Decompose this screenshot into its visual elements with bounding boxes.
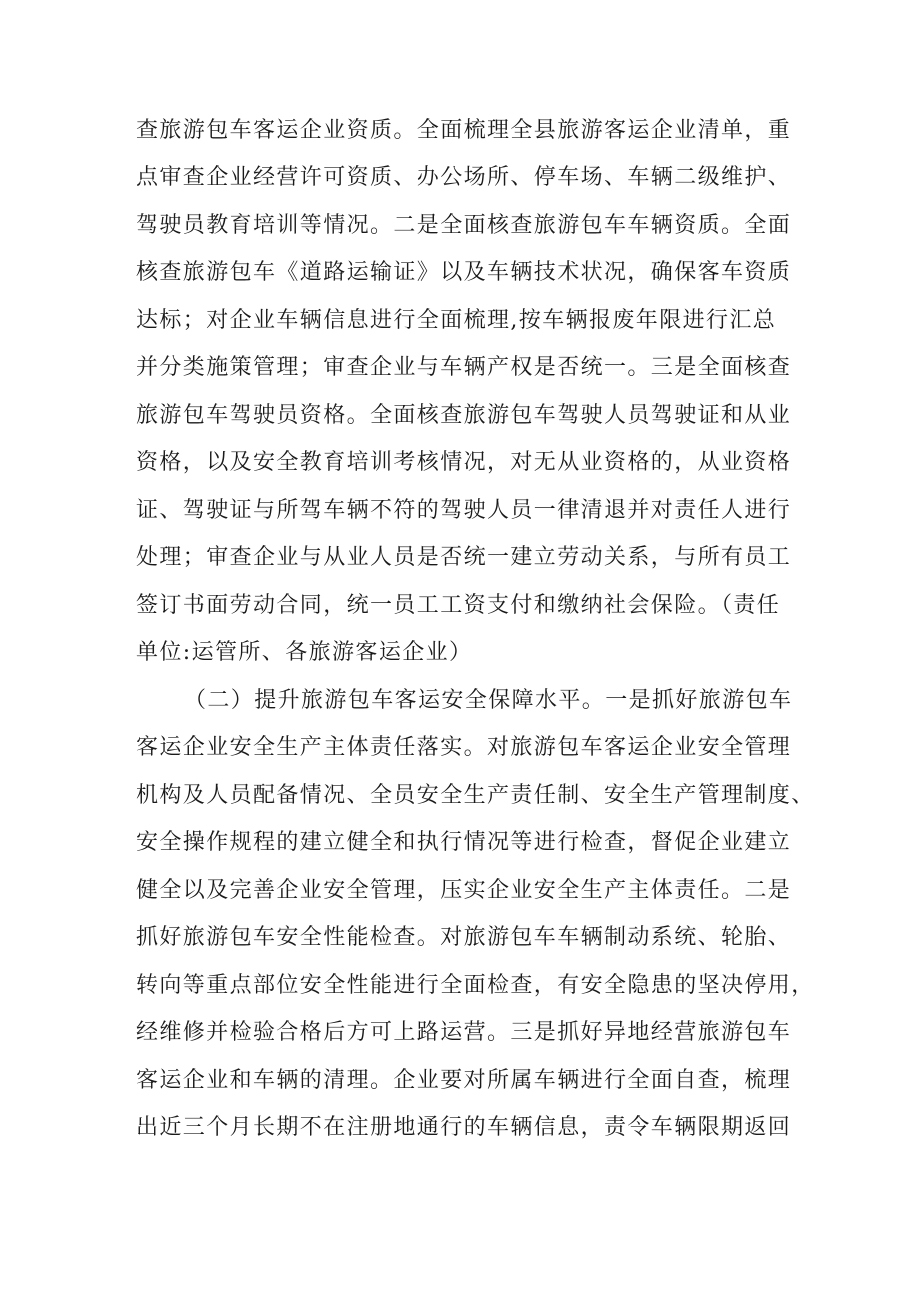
- text-line: 机构及人员配备情况、全员安全生产责任制、安全生产管理制度、: [136, 783, 815, 808]
- text-line: 证、驾驶证与所驾车辆不符的驾驶人员一律清退并对责任人进行: [136, 498, 792, 523]
- text-line: 单位:运管所、各旅游客运企业）: [136, 640, 473, 665]
- text-line: 客运企业和车辆的清理。企业要对所属车辆进行全面自查，梳理: [136, 1068, 792, 1093]
- text-line: 资格，以及安全教育培训考核情况，对无从业资格的，从业资格: [136, 450, 792, 475]
- text-line: 客运企业安全生产主体责任落实。对旅游包车客运企业安全管理: [136, 735, 792, 760]
- text-line: 转向等重点部位安全性能进行全面检查，有安全隐患的坚决停用，: [136, 973, 815, 998]
- text-line: 签订书面劳动合同，统一员工工资支付和缴纳社会保险。（责任: [136, 593, 781, 618]
- text-line: 驾驶员教育培训等情况。二是全面核查旅游包车车辆资质。全面: [136, 213, 792, 238]
- text-line: 核查旅游包车《道路运输证》以及车辆技术状况，确保客车资质: [136, 260, 792, 285]
- text-line: 点审查企业经营许可资质、办公场所、停车场、车辆二级维护、: [136, 165, 792, 190]
- text-line: 出近三个月长期不在注册地通行的车辆信息，责令车辆限期返回: [136, 1115, 792, 1140]
- text-line: 旅游包车驾驶员资格。全面核查旅游包车驾驶人员驾驶证和从业: [136, 403, 792, 428]
- text-line: 经维修并检验合格后方可上路运营。三是抓好异地经营旅游包车: [136, 1020, 792, 1045]
- text-line: 健全以及完善企业安全管理，压实企业安全生产主体责任。二是: [136, 878, 792, 903]
- section-heading-line: （二）提升旅游包车客运安全保障水平。一是抓好旅游包车: [184, 688, 793, 713]
- text-line: 并分类施策管理；审查企业与车辆产权是否统一。三是全面核查: [136, 355, 792, 380]
- text-line: 抓好旅游包车安全性能检查。对旅游包车车辆制动系统、轮胎、: [136, 925, 792, 950]
- text-line: 安全操作规程的建立健全和执行情况等进行检查，督促企业建立: [136, 830, 792, 855]
- text-line: 达标；对企业车辆信息进行全面梳理,按车辆报废年限进行汇总: [136, 308, 777, 333]
- text-line: 处理；审查企业与从业人员是否统一建立劳动关系，与所有员工: [136, 545, 792, 570]
- text-line: 查旅游包车客运企业资质。全面梳理全县旅游客运企业清单，重: [136, 118, 792, 143]
